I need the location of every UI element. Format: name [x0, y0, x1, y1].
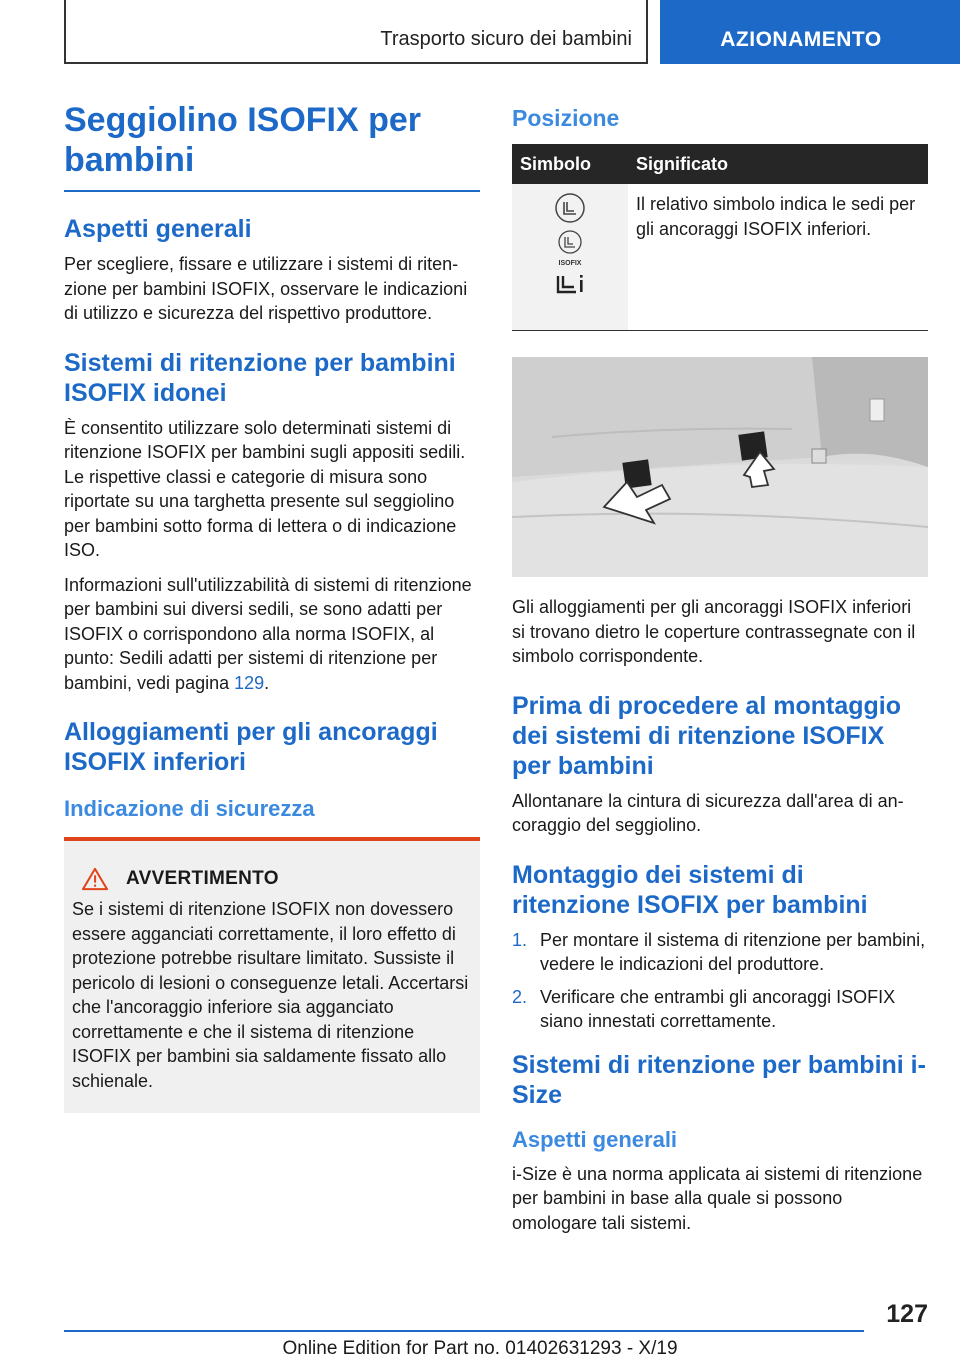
- header-chapter-title: AZIONAMENTO: [720, 28, 882, 51]
- heading-mounting: Montaggio dei sistemi di ritenzione ISOFIX per bambini: [512, 860, 868, 919]
- photo-caption: Gli alloggiamenti per gli ancoraggi ISOFIX inferiori si trovano dietro le coperture contrassegnate con il simbolo corrispondente.: [512, 597, 916, 666]
- isofix-symbols-icon: [550, 192, 590, 302]
- list-item: 1. Per montare il sistema di ritenzione per bambini, vedere le indicazioni del produttore.: [512, 929, 926, 974]
- table-row: [512, 184, 928, 331]
- suitable-text-1: È consentito utilizzare solo determinati sistemi di ritenzione ISOFIX per bambini sugli appositi sedili. Le rispettive classi e categorie di misura sono riportate su una targhetta presente sul seggiolino per bambini sotto forma di lettera o di indicazione ISO.: [64, 417, 466, 560]
- meaning-cell: Il relativo simbolo indica le sedi per gli ancoraggi ISOFIX inferiori.: [628, 184, 928, 331]
- title-rule: [64, 190, 480, 192]
- right-column: [512, 100, 928, 1257]
- section-general: [64, 214, 480, 326]
- footer-rule: [64, 1330, 864, 1332]
- heading-isize: Sistemi di ritenzione per bambini i-Size: [512, 1050, 926, 1109]
- heading-safety-note: Indicazione di sicurezza: [64, 796, 315, 821]
- seat-photo: [512, 357, 928, 577]
- section-before-mounting: [512, 691, 928, 838]
- page-title: Seggiolino ISOFIX per bambini: [64, 101, 422, 179]
- page-number: 127: [886, 1300, 928, 1328]
- seat-anchor-illustration: [512, 357, 928, 577]
- mounting-steps: [512, 928, 928, 1034]
- general-text: Per scegliere, fissare e utilizzare i sistemi di ritenzione per bambini ISOFIX, osservare le indicazioni di utilizzo e sicurezza del rispettivo produttore.: [64, 254, 468, 323]
- heading-isize-general: Aspetti generali: [512, 1126, 678, 1152]
- header-section-title: Trasporto sicuro dei bambini: [380, 28, 632, 50]
- heading-position: Posizione: [512, 105, 620, 131]
- heading-general: Aspetti generali: [64, 215, 252, 243]
- section-lower-anchors: [64, 717, 480, 1113]
- page-link[interactable]: 129: [234, 672, 265, 693]
- symbol-table: [512, 144, 928, 331]
- before-mounting-text: Allontanare la cintura di sicurezza dall'area di ancoraggio del seggiolino.: [512, 790, 904, 835]
- section-suitable: [64, 348, 480, 696]
- warning-box: [64, 837, 480, 1113]
- isize-text: i-Size è una norma applicata ai sistemi di ritenzione per bambini in base alla quale si possono omologare tali sistemi.: [512, 1163, 923, 1233]
- section-mounting: [512, 860, 928, 1034]
- heading-lower-anchors: Alloggiamenti per gli ancoraggi ISOFIX inferiori: [64, 718, 438, 776]
- svg-text:ISOFIX: ISOFIX: [558, 260, 582, 267]
- symbol-cell: [512, 184, 628, 331]
- warning-text: Se i sistemi di ritenzione ISOFIX non dovessero essere agganciati correttamente, il loro effetto di protezione potrebbe risultare limitato. Sussiste il pericolo di lesioni o conseguenze letali. Accertarsi che l'ancoraggio inferiore sia agganciato correttamente e che il sistema di ritenzione ISOFIX per bambini sia saldamente fissato allo schienale.: [72, 899, 469, 1091]
- left-column: [64, 100, 480, 1113]
- header-section-box: [64, 0, 648, 64]
- footer-text: Online Edition for Part no. 01402631293 - X/19: [282, 1338, 678, 1359]
- table-header-symbol: Simbolo: [512, 144, 628, 184]
- heading-suitable: Sistemi di ritenzione per bambini ISOFIX idonei: [64, 348, 456, 407]
- warning-triangle-icon: [80, 867, 110, 891]
- heading-before-mounting: Prima di procedere al montaggio dei sistemi di ritenzione ISOFIX per bambini: [512, 691, 901, 780]
- section-isize: [512, 1050, 928, 1236]
- suitable-text-2: Informazioni sull'utilizzabilità di sistemi di ritenzione per bambini sui diversi sedili, se sono adatti per ISOFIX o corrispondono alla norma ISOFIX, al punto: Sedili adatti per sistemi di ritenzione per bambini, vedi pagina 129.: [64, 574, 472, 693]
- header-chapter-tab[interactable]: [660, 0, 960, 64]
- table-header-meaning: Significato: [628, 144, 928, 184]
- list-item: 2. Verificare che entrambi gli ancoraggi ISOFIX siano innestati correttamente.: [512, 986, 896, 1031]
- warning-title: AVVERTIMENTO: [126, 868, 279, 889]
